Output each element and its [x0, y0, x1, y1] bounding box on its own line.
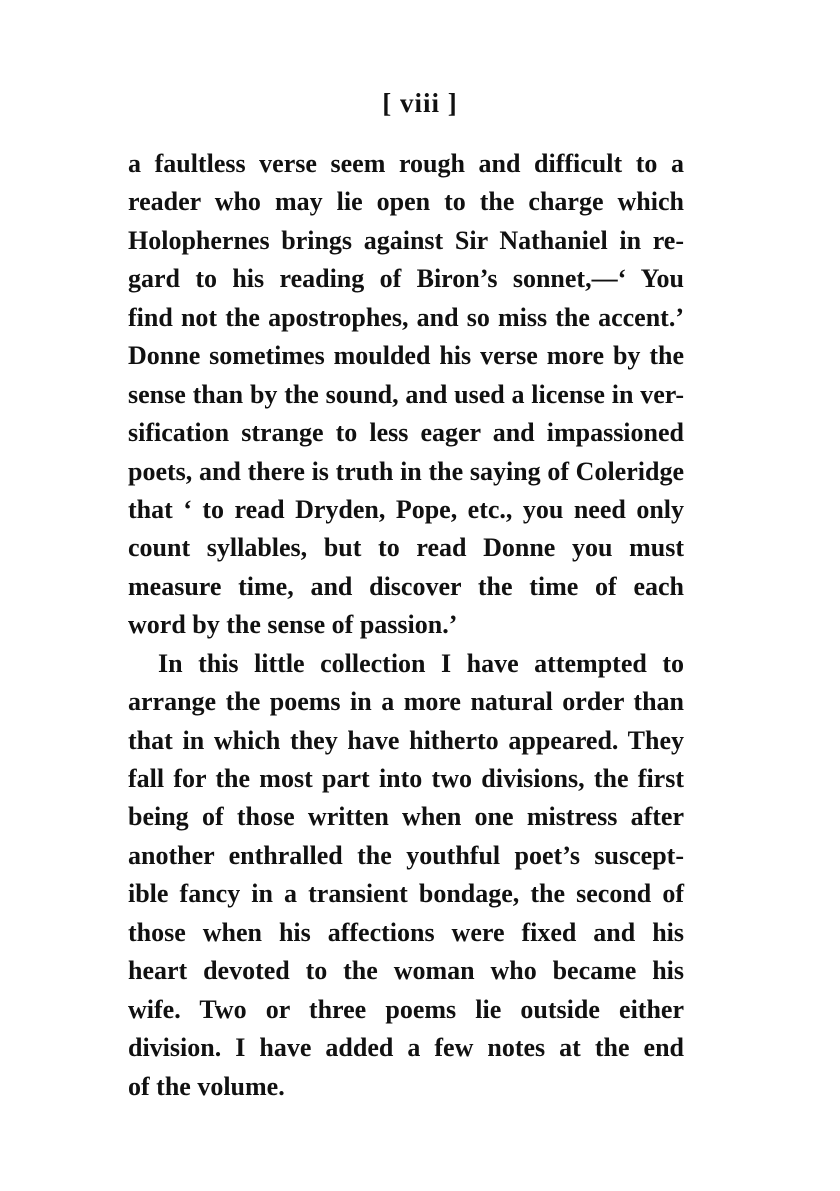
text-line: division. I have added a few notes at the end [128, 1033, 684, 1063]
text-line: that in which they have hitherto appeared. They [128, 725, 684, 755]
text-line: In this little collection I have attempted to [158, 648, 684, 678]
text-line: of the volume. [128, 1071, 285, 1101]
text-line: sense than by the sound, and used a license in ver- [128, 379, 684, 409]
text-line: Donne sometimes moulded his verse more by the [128, 341, 684, 371]
text-line: heart devoted to the woman who became his [128, 956, 684, 986]
text-line: a faultless verse seem rough and difficult to a [128, 149, 684, 178]
text-line: ible fancy in a transient bondage, the second of [128, 879, 684, 909]
text-line: measure time, and discover the time of each [128, 571, 684, 601]
text-line: arrange the poems in a more natural order than [128, 687, 684, 717]
paragraph-1 [128, 145, 684, 645]
text-line: wife. Two or three poems lie outside either [128, 994, 684, 1024]
text-line: poets, and there is truth in the saying of Coleridge [128, 456, 684, 486]
text-line: that ‘ to read Dryden, Pope, etc., you need only [128, 494, 684, 524]
text-line: being of those written when one mistress after [128, 802, 684, 832]
text-line: those when his affections were fixed and his [128, 917, 684, 947]
text-line: Holophernes brings against Sir Nathaniel in re- [128, 225, 684, 255]
text-line: sification strange to less eager and impassioned [128, 418, 684, 448]
text-line: word by the sense of passion.’ [128, 610, 458, 640]
body-text [128, 145, 684, 1106]
text-line: another enthralled the youthful poet’s suscept- [128, 840, 684, 870]
page-number: [ viii ] [382, 88, 458, 118]
text-line: gard to his reading of Biron’s sonnet,—‘ You [128, 264, 684, 294]
text-line: reader who may lie open to the charge which [128, 187, 684, 217]
text-line: fall for the most part into two divisions, the first [128, 764, 684, 793]
text-line: find not the apostrophes, and so miss the accent.’ [128, 302, 684, 332]
text-line: count syllables, but to read Donne you must [128, 533, 684, 563]
paragraph-2 [128, 645, 684, 1106]
